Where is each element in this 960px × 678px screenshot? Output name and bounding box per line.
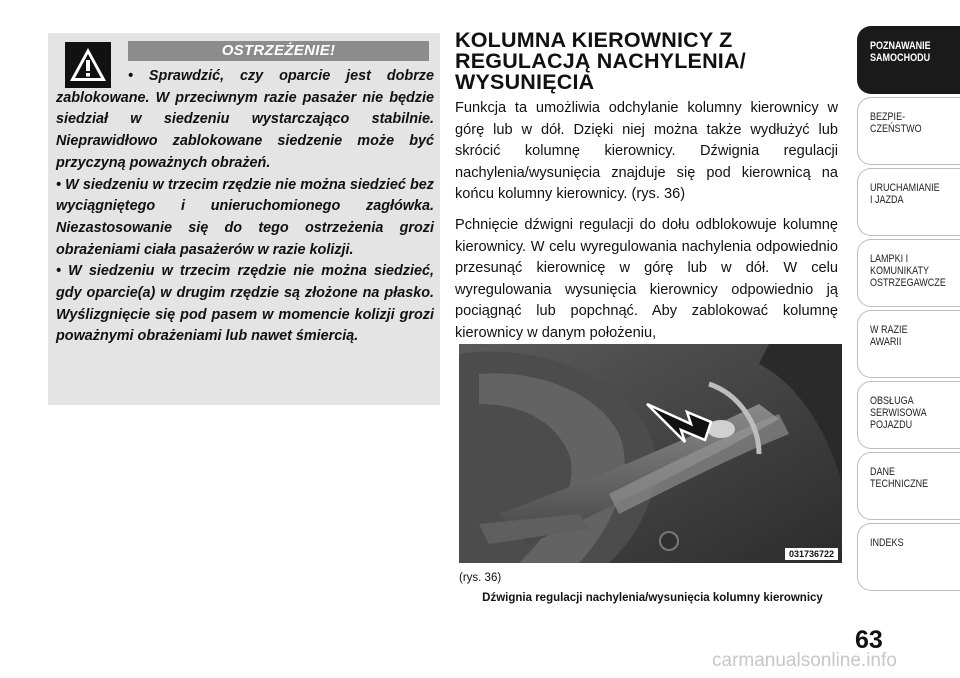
figure-caption: Dźwignia regulacji nachylenia/wysunięcia kolumny kierownicy (482, 592, 823, 604)
tab-label: POZNAWANIE SAMOCHODU (870, 40, 931, 64)
tab-label: LAMPKI I KOMUNIKATY OSTRZEGAWCZE (870, 253, 946, 289)
warning-paragraph: • Sprawdzić, czy oparcie jest dobrze zablokowane. W przeciwnym razie pasażer nie będzie siedział w siedzeniu wystarczająco stabilnie. Nieprawidłowo zablokowane siedzenie może być przyczyną poważnych obrażeń. (56, 68, 434, 171)
body-paragraph: Pchnięcie dźwigni regulacji do dołu odblokowuje kolumnę kierownicy. W celu wyregulowania nachylenia odpowiednio przesunąć kierownicę w górę lub w dół. W celu wyregulowania wysunięcia kierownicy odpowiednio ją pociągnąć lub popchnąć. Aby zablokować kolumnę kierownicy w danym położeniu, (455, 216, 838, 341)
figure-code: 031736722 (785, 548, 838, 560)
tab-obsluga-serwisowa[interactable] (857, 381, 960, 449)
watermark: carmanualsonline.info (712, 650, 897, 671)
warning-paragraph: • W siedzeniu w trzecim rzędzie nie można siedzieć bez wyciągniętego i unieruchomionego zagłówka. Niezastosowanie się do tego ostrzeżenia grozi obrażeniami ciała pasażerów w razie kolizji. (56, 176, 434, 258)
page-number: 63 (855, 626, 883, 654)
tab-w-razie-awarii[interactable] (857, 310, 960, 378)
body-paragraph: Funkcja ta umożliwia odchylanie kolumny kierownicy w górę lub w dół. Dzięki niej można także wydłużyć lub skrócić kolumnę kierownicy. Dźwignia regulacji nachylenia/wysunięcia znajduje się pod kierownicą na końcu kolumny kierownicy. (rys. 36) (455, 100, 838, 203)
tab-label: URUCHAMIANIE I JAZDA (870, 182, 940, 206)
tab-label: INDEKS (870, 537, 904, 549)
tab-poznawanie-samochodu[interactable] (857, 26, 960, 94)
tab-uruchamianie-i-jazda[interactable] (857, 168, 960, 236)
section-body (455, 98, 838, 354)
tab-lampki-i-komunikaty[interactable] (857, 239, 960, 307)
warning-text (56, 66, 434, 348)
tab-indeks[interactable] (857, 523, 960, 591)
steering-column-lever-figure (459, 344, 842, 563)
warning-box (48, 33, 440, 405)
tab-label: BEZPIE- CZEŃSTWO (870, 111, 922, 135)
tab-label: OBSŁUGA SERWISOWA POJAZDU (870, 395, 927, 431)
tab-label: DANE TECHNICZNE (870, 466, 929, 490)
tab-bezpieczenstwo[interactable] (857, 97, 960, 165)
section-heading: KOLUMNA KIEROWNICY Z REGULACJĄ NACHYLENIA/ WYSUNIĘCIA (455, 28, 746, 94)
tab-label: W RAZIE AWARII (870, 324, 908, 348)
warning-paragraph: • W siedzeniu w trzecim rzędzie nie można siedzieć, gdy oparcie(a) w drugim rzędzie są złożone na płasko. Wyślizgnięcie się pod pasem w momencie kolizji grozi poważnymi obrażeniami lub nawet śmiercią. (56, 263, 434, 345)
tab-dane-techniczne[interactable] (857, 452, 960, 520)
figure-illustration (459, 344, 842, 563)
warning-title: OSTRZEŻENIE! (128, 41, 429, 61)
chapter-tabs (857, 26, 960, 594)
figure-reference: (rys. 36) (459, 572, 502, 584)
